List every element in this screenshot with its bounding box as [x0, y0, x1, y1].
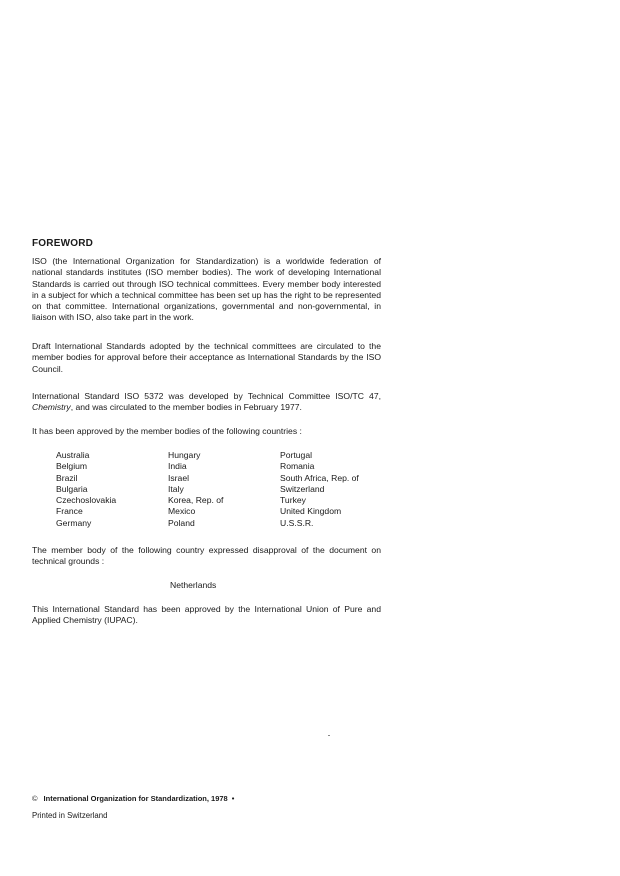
draft-standards-paragraph: Draft International Standards adopted by the technical committees are circulated to the member bodies for approval before their acceptance as International Standards by the ISO Council.	[32, 341, 381, 374]
country: Brazil	[56, 472, 78, 483]
country: Korea, Rep. of	[168, 495, 224, 506]
country: Mexico	[168, 506, 196, 517]
country: Czechoslovakia	[56, 495, 117, 506]
country: Israel	[168, 472, 190, 483]
foreword-heading: FOREWORD	[32, 238, 94, 249]
country: United Kingdom	[280, 506, 342, 517]
scan-speck	[328, 735, 330, 736]
intro-paragraph: ISO (the International Organization for Standardization) is a worldwide federation of national standards institutes (ISO member bodies). The work of developing International Standards is carried out through ISO technical committees. Every member body interested in a subject for which a technical committee has been set up has the right to be represented on that committee. International organizations, governmental and non-governmental, in liaison with ISO, also take part in the work.	[32, 256, 381, 323]
country: India	[168, 461, 187, 472]
country: Turkey	[280, 495, 306, 506]
approval-paragraph: It has been approved by the member bodies of the following countries :	[32, 426, 302, 436]
development-text-start: International Standard ISO 5372 was developed by Technical Committee ISO/TC 47,	[32, 391, 381, 401]
country: Australia	[56, 450, 90, 460]
country: Switzerland	[280, 483, 325, 494]
printed-in-line: Printed in Switzerland	[32, 811, 108, 820]
approving-countries-list	[56, 450, 386, 529]
copyright-text: International Organization for Standardization, 1978	[43, 794, 228, 803]
disapproval-paragraph: The member body of the following country expressed disapproval of the document on technical grounds :	[32, 545, 381, 567]
country: Hungary	[168, 450, 201, 460]
committee-name: Chemistry	[32, 402, 71, 413]
development-text-end: , and was circulated to the member bodies in February 1977.	[70, 402, 302, 413]
country: U.S.S.R.	[280, 517, 314, 528]
country: France	[56, 506, 83, 517]
bullet-icon: •	[231, 794, 235, 803]
country: Portugal	[280, 450, 313, 460]
iupac-paragraph: This International Standard has been approved by the International Union of Pure and Applied Chemistry (IUPAC).	[32, 604, 381, 626]
copyright-symbol: ©	[32, 794, 38, 803]
country: Poland	[168, 517, 195, 528]
copyright-line	[32, 794, 234, 803]
country: Germany	[56, 517, 92, 528]
country: Romania	[280, 461, 315, 472]
country: Bulgaria	[56, 483, 88, 494]
disapproving-country: Netherlands	[170, 580, 217, 590]
country: Belgium	[56, 461, 88, 472]
country: South Africa, Rep. of	[280, 472, 359, 483]
development-paragraph	[32, 391, 381, 414]
country: Italy	[168, 483, 184, 494]
